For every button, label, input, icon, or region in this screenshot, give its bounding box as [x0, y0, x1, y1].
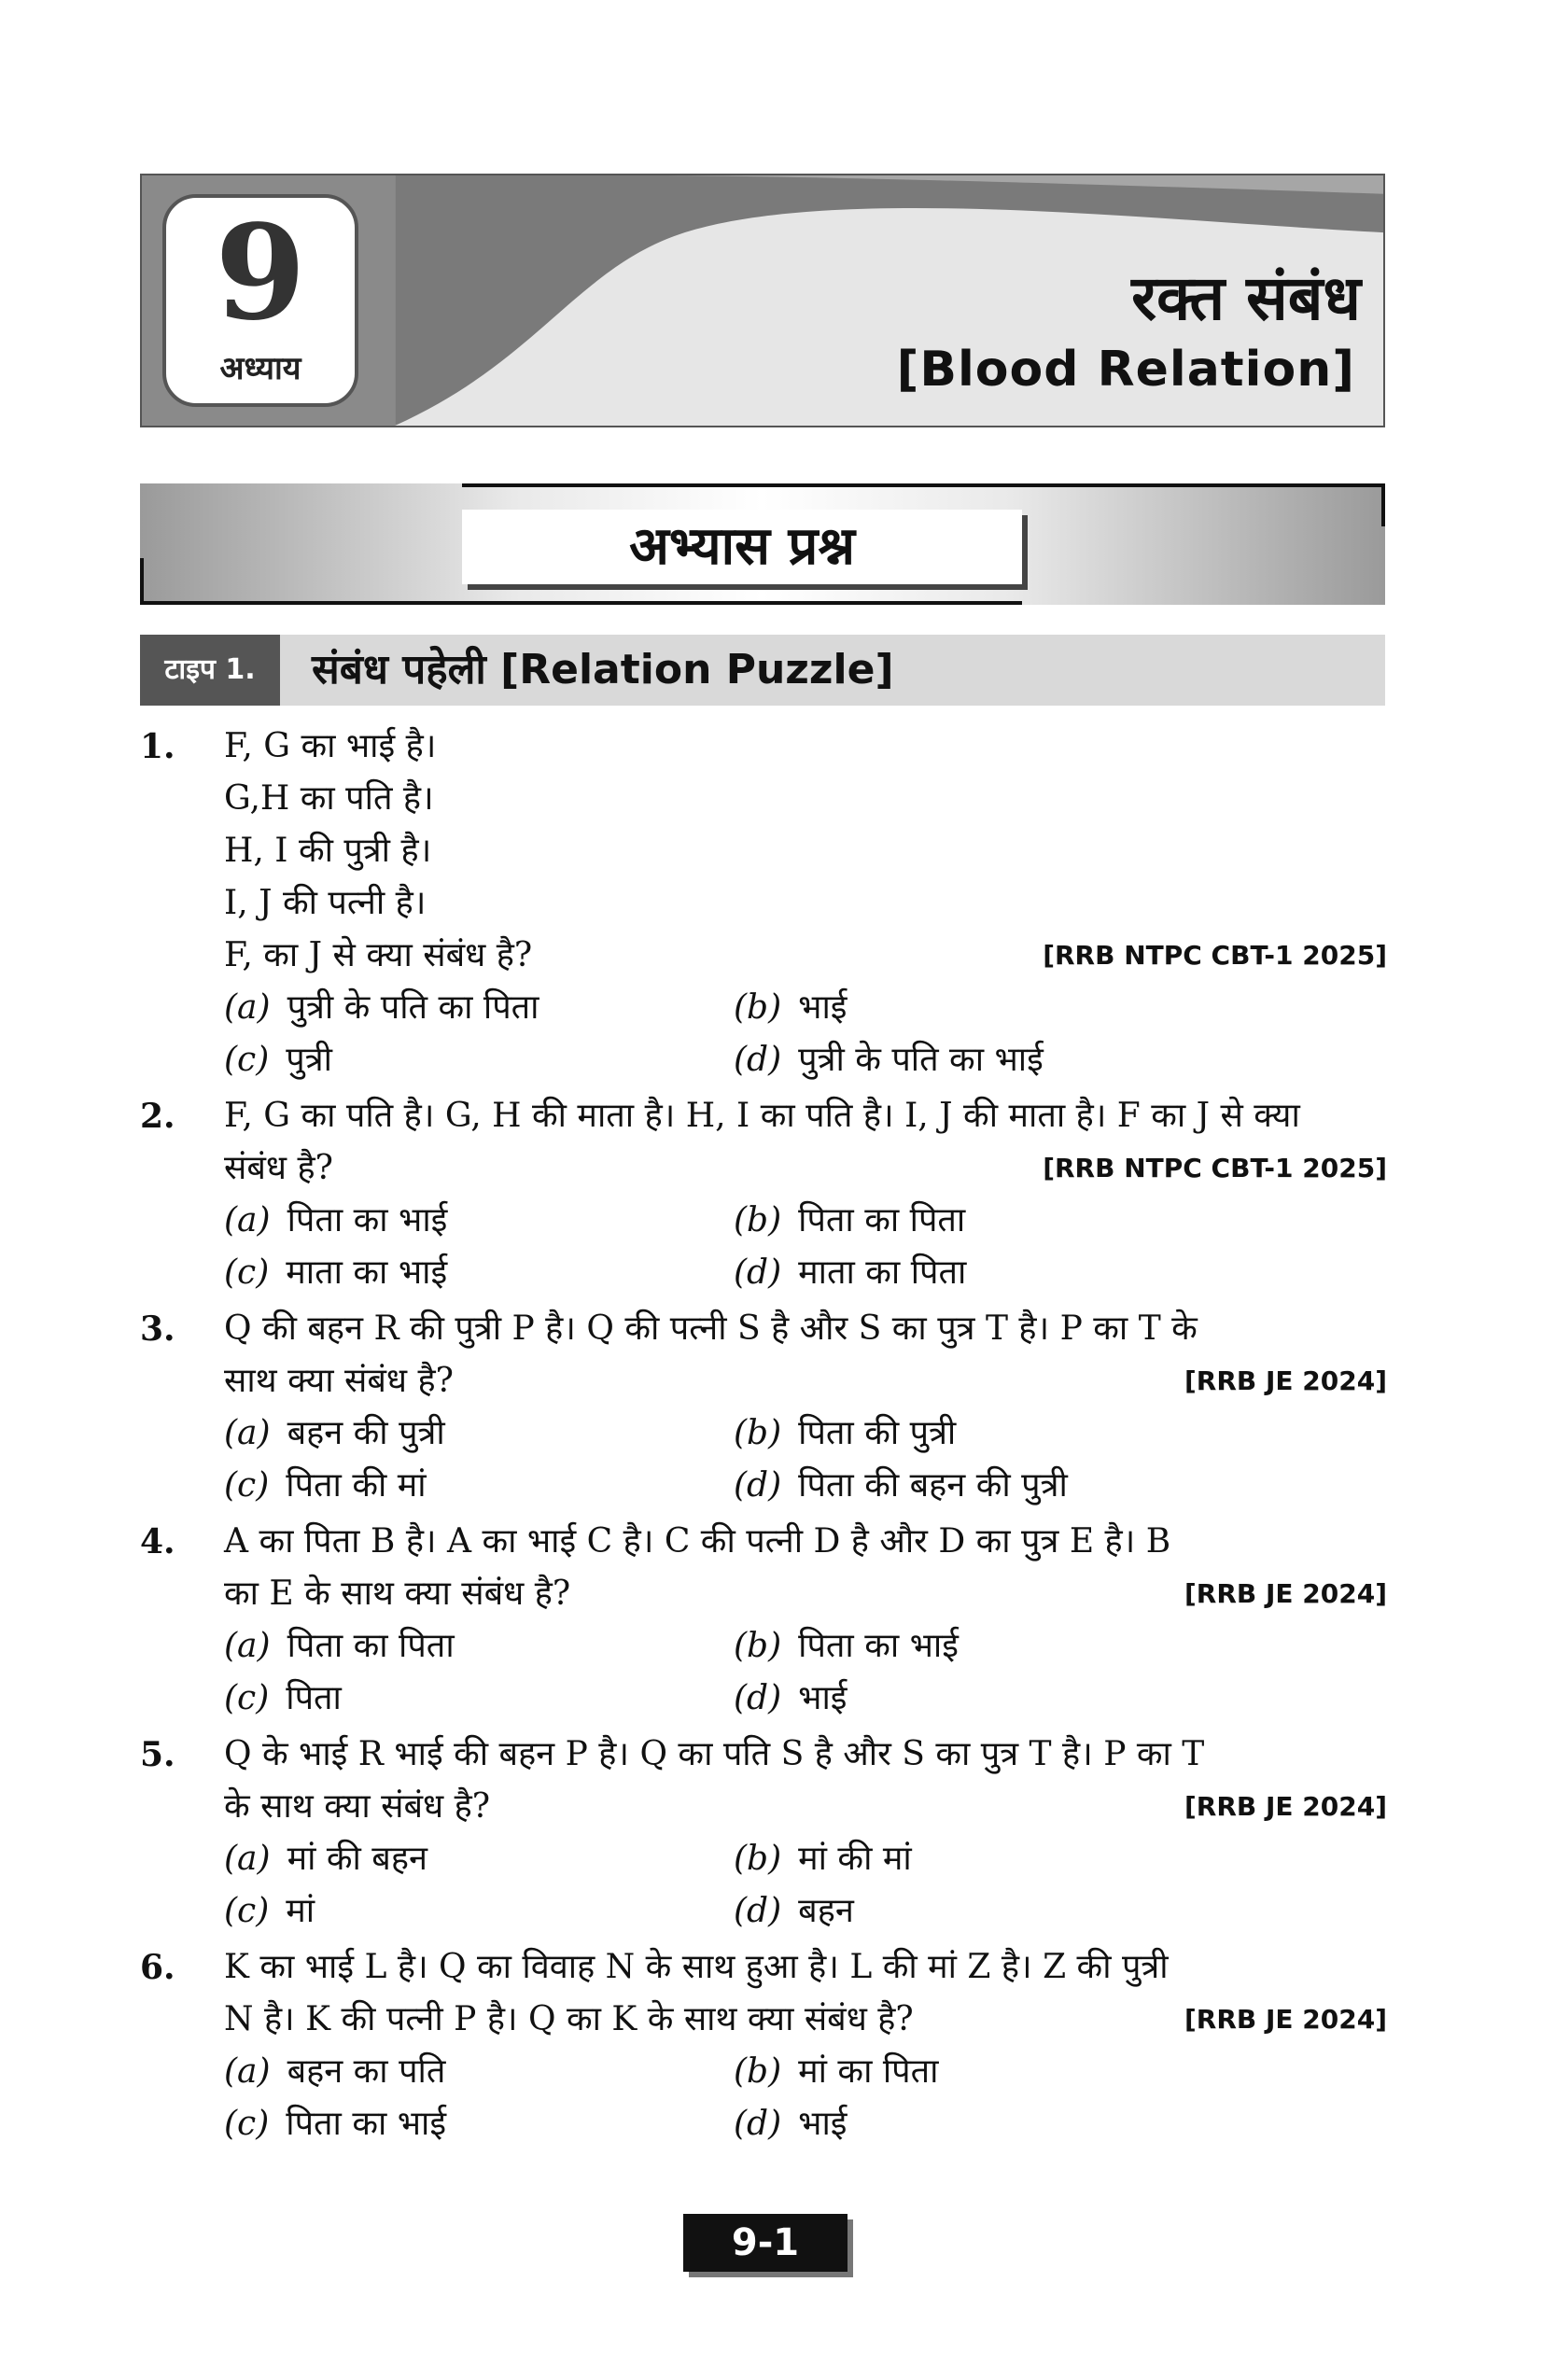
chapter-title-hindi: रक्त संबंध — [1131, 262, 1361, 334]
page-number: 9-1 — [683, 2214, 848, 2272]
chapter-header — [140, 174, 1385, 427]
option-c: (c) पिता का भाई — [224, 2105, 447, 2143]
question-source: [RRB NTPC CBT-1 2025] — [1043, 940, 1387, 971]
chapter-number: 9 — [215, 197, 306, 350]
question-text: Q की बहन R की पुत्री P है। Q की पत्नी S है और S का पुत्र T है। P का T के — [224, 1309, 1198, 1348]
question-text-cont: के साथ क्या संबंध है? — [224, 1787, 490, 1826]
practice-title-box — [462, 510, 1022, 584]
option-c: (c) पिता — [224, 1679, 342, 1717]
option-a: (a) पिता का भाई — [224, 1201, 448, 1239]
option-d: (d) माता का पिता — [734, 1253, 967, 1292]
option-c: (c) पिता की मां — [224, 1466, 427, 1505]
option-d: (d) भाई — [734, 2105, 848, 2143]
option-d: (d) पिता की बहन की पुत्री — [734, 1466, 1068, 1505]
question-1 — [140, 721, 1387, 1086]
type-label: टाइप 1. — [140, 635, 280, 706]
question-line: G,H का पति है। — [224, 779, 434, 818]
question-6 — [140, 1941, 1387, 2150]
option-a: (a) पुत्री के पति का पिता — [224, 988, 539, 1027]
question-2 — [140, 1090, 1387, 1299]
chapter-label: अध्याय — [219, 350, 301, 387]
question-line: F, का J से क्या संबंध है? — [224, 936, 533, 974]
question-text: A का पिता B है। A का भाई C है। C की पत्नी D है और D का पुत्र E है। B — [224, 1522, 1171, 1561]
options — [224, 982, 1387, 1086]
question-number: 2. — [140, 1097, 175, 1136]
option-d: (d) पुत्री के पति का भाई — [734, 1041, 1044, 1079]
type-heading — [140, 635, 1385, 706]
question-number: 1. — [140, 727, 175, 766]
options — [224, 1833, 1387, 1938]
option-c: (c) पुत्री — [224, 1041, 332, 1079]
option-a: (a) बहन की पुत्री — [224, 1414, 445, 1452]
practice-banner — [140, 483, 1385, 605]
type-title: संबंध पहेली [Relation Puzzle] — [312, 646, 894, 693]
question-text-cont: का E के साथ क्या संबंध है? — [224, 1575, 571, 1613]
question-number: 4. — [140, 1522, 175, 1561]
option-b: (b) पिता का पिता — [734, 1201, 966, 1239]
question-5 — [140, 1729, 1387, 1938]
option-b: (b) मां की मां — [734, 1840, 912, 1878]
options — [224, 1620, 1387, 1725]
question-number: 3. — [140, 1309, 175, 1349]
question-line: F, G का भाई है। — [224, 727, 437, 765]
question-list — [140, 721, 1387, 2154]
question-source: [RRB JE 2024] — [1184, 2004, 1387, 2035]
question-3 — [140, 1303, 1387, 1512]
option-b: (b) मां का पिता — [734, 2052, 939, 2091]
option-b: (b) भाई — [734, 988, 848, 1027]
question-text: F, G का पति है। G, H की माता है। H, I का पति है। I, J की माता है। F का J से क्या — [224, 1097, 1300, 1135]
chapter-title-english: [Blood Relation] — [896, 342, 1355, 398]
question-text-cont: साथ क्या संबंध है? — [224, 1362, 454, 1400]
option-d: (d) भाई — [734, 1679, 848, 1717]
option-a: (a) पिता का पिता — [224, 1627, 455, 1665]
question-source: [RRB NTPC CBT-1 2025] — [1043, 1153, 1387, 1183]
option-a: (a) मां की बहन — [224, 1840, 427, 1878]
options — [224, 1195, 1387, 1299]
question-line: H, I की पुत्री है। — [224, 832, 432, 870]
option-c: (c) माता का भाई — [224, 1253, 448, 1292]
question-text-cont: संबंध है? — [224, 1149, 333, 1187]
question-source: [RRB JE 2024] — [1184, 1791, 1387, 1822]
option-b: (b) पिता की पुत्री — [734, 1414, 957, 1452]
options — [224, 2046, 1387, 2150]
question-line: I, J की पत्नी है। — [224, 884, 427, 922]
question-4 — [140, 1516, 1387, 1725]
question-text: K का भाई L है। Q का विवाह N के साथ हुआ है। L की मां Z है। Z की पुत्री — [224, 1948, 1169, 1986]
question-text-cont: N है। K की पत्नी P है। Q का K के साथ क्या संबंध है? — [224, 2000, 914, 2038]
question-text: Q के भाई R भाई की बहन P है। Q का पति S है और S का पुत्र T है। P का T — [224, 1735, 1205, 1773]
question-source: [RRB JE 2024] — [1184, 1578, 1387, 1609]
options — [224, 1407, 1387, 1512]
option-c: (c) मां — [224, 1892, 315, 1930]
question-number: 6. — [140, 1948, 175, 1987]
option-b: (b) पिता का भाई — [734, 1627, 959, 1665]
chapter-badge — [162, 194, 358, 407]
practice-title: अभ्यास प्रश्न — [629, 516, 855, 577]
question-number: 5. — [140, 1735, 175, 1774]
option-d: (d) बहन — [734, 1892, 854, 1930]
option-a: (a) बहन का पति — [224, 2052, 446, 2091]
question-source: [RRB JE 2024] — [1184, 1365, 1387, 1396]
